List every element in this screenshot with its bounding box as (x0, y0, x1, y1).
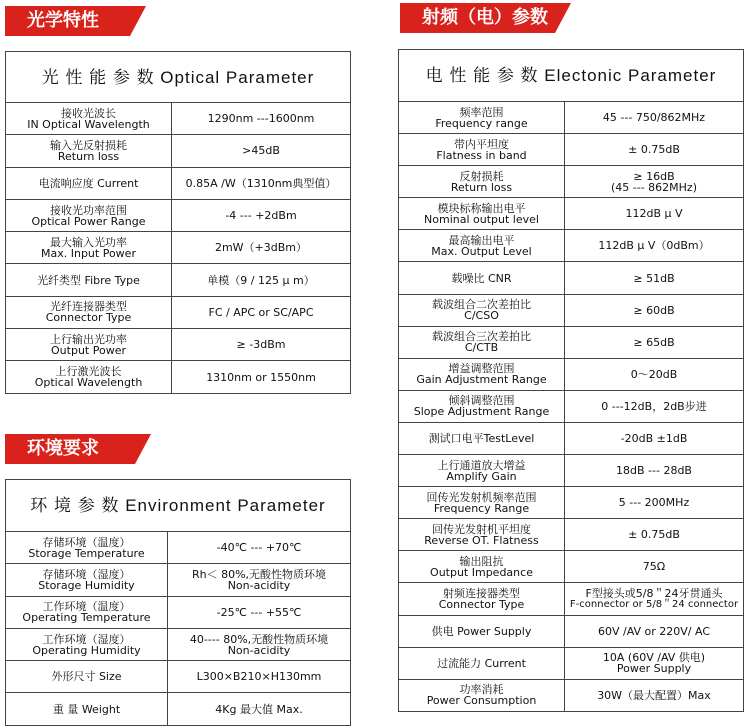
param-value (565, 679, 744, 711)
param-value-line2: Power Supply (616, 662, 692, 676)
param-label (6, 329, 172, 361)
param-label (6, 361, 172, 393)
optical-section-title: 光学特性 (5, 6, 130, 36)
param-label-line2: IN Optical Wavelength (27, 117, 150, 131)
param-value (565, 230, 744, 262)
param-label-line2: Return loss (450, 180, 513, 194)
table-row (6, 264, 351, 296)
param-value-line1: ≥ 51dB (633, 271, 675, 285)
param-label-line1: 上行输出光功率 (50, 332, 127, 346)
param-label-line1: 存储环境（温度） (42, 535, 131, 549)
table-header-row (399, 50, 744, 102)
param-value (168, 596, 351, 628)
param-value-line2: Non-acidity (227, 643, 291, 657)
rf-section-title: 射频（电）参数 (400, 3, 555, 33)
param-label-line2: Optical Wavelength (34, 376, 143, 390)
param-label-line1: 增益调整范围 (448, 362, 515, 376)
param-label-line1: 最大输入光功率 (50, 235, 127, 249)
param-value (168, 532, 351, 564)
table-row (399, 519, 744, 551)
param-label (399, 390, 565, 422)
param-label (6, 167, 172, 199)
param-label-line1: 过流能力 Current (437, 656, 526, 670)
param-label (399, 487, 565, 519)
param-label-line1: 工作环境（湿度） (42, 632, 131, 646)
table-row (399, 422, 744, 454)
param-label-line2: C/CTB (464, 341, 499, 355)
param-label-line2: Output Power (51, 343, 126, 357)
table-row (399, 679, 744, 711)
param-value-line1: ≥ 65dB (633, 335, 675, 349)
param-label-line2: Storage Humidity (38, 578, 135, 592)
param-label-line1: 最高输出电平 (448, 233, 515, 247)
param-value (565, 615, 744, 647)
param-value (172, 167, 351, 199)
table-row (399, 166, 744, 198)
param-label-line2: Frequency range (435, 116, 528, 130)
param-label-line1: 外形尺寸 Size (51, 670, 122, 684)
param-label-line2: Flatness in band (436, 148, 527, 162)
param-value-line1: 1290nm ---1600nm (207, 112, 315, 126)
param-label (6, 199, 172, 231)
param-label (399, 230, 565, 262)
param-label (6, 564, 168, 596)
param-value-line1: 5 --- 200MHz (618, 496, 690, 510)
table-header: 环 境 参 数 Environment Parameter (6, 480, 351, 532)
table-row (399, 487, 744, 519)
table-row (6, 167, 351, 199)
table-row (399, 615, 744, 647)
param-value (565, 551, 744, 583)
param-value-line1: 75Ω (642, 560, 666, 574)
param-value-line1: FC / APC or SC/APC (208, 305, 314, 319)
param-label-line1: 上行通道放大增益 (437, 458, 526, 472)
param-label-line1: 回传光发射机频率范围 (426, 490, 537, 504)
param-label (399, 679, 565, 711)
param-label-line1: 接收光波长 (61, 106, 116, 120)
param-label-line2: C/CSO (464, 309, 499, 323)
param-label-line1: 输入光反射损耗 (50, 138, 127, 152)
table-row (6, 564, 351, 596)
param-value (172, 296, 351, 328)
param-label (6, 661, 168, 693)
param-value-line1: -25℃ --- +55℃ (216, 605, 302, 619)
param-label (6, 628, 168, 660)
table-row (6, 199, 351, 231)
param-value-line1: ≥ -3dBm (236, 338, 286, 352)
param-value (565, 358, 744, 390)
param-label (6, 264, 172, 296)
param-label (399, 166, 565, 198)
param-value (565, 102, 744, 134)
table-row (6, 135, 351, 167)
param-value-line1: 单模（9 / 125 μ m） (207, 273, 315, 287)
environment-parameter-table (5, 479, 351, 726)
param-label (399, 583, 565, 615)
param-label-line1: 光纤类型 Fibre Type (37, 273, 140, 287)
param-label-line1: 重 量 Weight (52, 702, 121, 716)
param-value-line1: 45 --- 750/862MHz (602, 111, 706, 125)
table-row (399, 326, 744, 358)
param-label (6, 532, 168, 564)
param-value-line1: 0～20dB (630, 367, 678, 381)
param-label-line2: Reverse OT. Flatness (424, 533, 539, 547)
table-row (399, 647, 744, 679)
param-value (565, 390, 744, 422)
param-label (6, 693, 168, 725)
table-row (399, 262, 744, 294)
param-value-line1: ± 0.75dB (628, 528, 680, 542)
param-label-line2: Nominal output level (424, 212, 539, 226)
param-value-line1: 18dB --- 28dB (616, 464, 692, 478)
param-label-line1: 光纤连接器类型 (50, 300, 127, 314)
table-row (6, 693, 351, 725)
param-label-line1: 工作环境（温度） (42, 600, 131, 614)
param-value (172, 329, 351, 361)
param-label (6, 135, 172, 167)
param-value-line1: 2mW（+3dBm） (214, 241, 308, 255)
param-label-line1: 带内平坦度 (454, 137, 509, 151)
param-label-line1: 频率范围 (459, 105, 504, 119)
table-row (6, 329, 351, 361)
param-label-line2: Frequency Range (433, 501, 530, 515)
param-label-line2: Storage Temperature (28, 546, 145, 560)
table-row (6, 628, 351, 660)
param-label-line1: 接收光功率范围 (50, 203, 127, 217)
param-label (6, 296, 172, 328)
param-value (565, 583, 744, 615)
param-value (172, 361, 351, 393)
param-label (399, 551, 565, 583)
param-value (565, 647, 744, 679)
param-value (168, 661, 351, 693)
param-value-line1: 1310nm or 1550nm (206, 370, 316, 384)
param-label-line2: Gain Adjustment Range (416, 373, 547, 387)
table-row (6, 532, 351, 564)
param-label-line2: Connector Type (45, 311, 132, 325)
param-value-line1: ≥ 16dB (633, 169, 675, 183)
param-value-line1: 0.85A /W（1310nm典型值） (185, 176, 337, 190)
param-value (565, 519, 744, 551)
param-value-line2: F-connector or 5/8＂24 connector (569, 598, 739, 610)
param-value-line1: 30W（最大配置）Max (597, 688, 711, 702)
param-label (399, 102, 565, 134)
param-label-line2: Connector Type (438, 597, 525, 611)
param-value-line1: L300×B210×H130mm (196, 670, 322, 684)
param-value-line2: (45 --- 862MHz) (610, 180, 697, 194)
param-label (399, 262, 565, 294)
param-value (172, 264, 351, 296)
param-label (6, 596, 168, 628)
table-row (399, 583, 744, 615)
param-label-line1: 载波组合三次差拍比 (432, 330, 531, 344)
table-header: 光 性 能 参 数 Optical Parameter (6, 52, 351, 103)
param-value (168, 564, 351, 596)
table-row (6, 103, 351, 135)
param-label (399, 647, 565, 679)
environment-section-title: 环境要求 (5, 434, 135, 464)
param-label-line2: Operating Temperature (22, 611, 151, 625)
table-row (399, 102, 744, 134)
param-value-line2: Non-acidity (227, 578, 291, 592)
table-row (399, 230, 744, 262)
param-label (399, 134, 565, 166)
param-label (6, 103, 172, 135)
param-label (399, 519, 565, 551)
param-label-line2: Operating Humidity (32, 643, 141, 657)
param-label-line2: Max. Output Level (431, 244, 532, 258)
table-row (6, 596, 351, 628)
param-label-line1: 载波组合二次差拍比 (432, 298, 531, 312)
param-label-line1: 存储环境（湿度） (42, 567, 131, 581)
param-value-line1: ≥ 60dB (633, 303, 675, 317)
param-label-line1: 测试口电平TestLevel (428, 431, 535, 445)
param-value (565, 166, 744, 198)
table-header: 电 性 能 参 数 Electonic Parameter (399, 50, 744, 102)
table-row (399, 198, 744, 230)
param-value-line1: ± 0.75dB (628, 143, 680, 157)
param-value-line1: F型接头或5/8＂24牙贯通头 (585, 586, 723, 600)
optical-parameter-table (5, 51, 351, 394)
param-value (565, 326, 744, 358)
param-label-line1: 倾斜调整范围 (448, 394, 515, 408)
param-label-line1: 上行激光波长 (55, 365, 122, 379)
param-label-line1: 功率消耗 (459, 683, 504, 697)
param-value (172, 199, 351, 231)
param-label-line2: Power Consumption (426, 694, 537, 708)
param-label-line1: 输出阻抗 (459, 554, 504, 568)
param-value-line1: 60V /AV or 220V/ AC (597, 624, 711, 638)
param-label-line2: Slope Adjustment Range (413, 405, 550, 419)
param-value (172, 232, 351, 264)
param-value (172, 103, 351, 135)
param-label-line1: 模块标称输出电平 (437, 201, 526, 215)
table-row (399, 294, 744, 326)
table-row (399, 358, 744, 390)
table-header-row (6, 52, 351, 103)
table-row (6, 296, 351, 328)
param-value (565, 422, 744, 454)
param-label-line1: 回传光发射机平坦度 (432, 522, 531, 536)
param-value-line1: 10A (60V /AV 供电) (602, 651, 706, 665)
param-label-line2: Output Impedance (430, 565, 533, 579)
table-row (399, 390, 744, 422)
param-value (565, 198, 744, 230)
table-row (399, 455, 744, 487)
param-value-line1: 112dB μ V (625, 207, 683, 221)
param-value-line1: 0 ---12dB，2dB步进 (601, 399, 707, 413)
param-label (399, 455, 565, 487)
param-label-line2: Max. Input Power (41, 246, 136, 260)
param-value (565, 262, 744, 294)
param-value (565, 134, 744, 166)
param-label (399, 198, 565, 230)
param-label (399, 326, 565, 358)
param-value-line1: -40℃ --- +70℃ (216, 541, 302, 555)
param-value-line1: -4 --- +2dBm (225, 209, 297, 223)
param-value-line1: >45dB (242, 144, 280, 158)
param-value (168, 628, 351, 660)
param-label (399, 615, 565, 647)
param-value (565, 294, 744, 326)
table-row (399, 134, 744, 166)
param-label-line1: 反射损耗 (459, 169, 504, 183)
param-value (565, 455, 744, 487)
param-label (399, 422, 565, 454)
param-label-line1: 供电 Power Supply (431, 624, 532, 638)
param-label-line2: Optical Power Range (31, 214, 146, 228)
param-value-line1: Rh＜ 80%,无酸性物质环境 (191, 567, 327, 581)
rf-parameter-table (398, 49, 744, 712)
table-row (399, 551, 744, 583)
table-row (6, 361, 351, 393)
param-label-line1: 射频连接器类型 (443, 586, 520, 600)
param-value (172, 135, 351, 167)
param-label-line1: 载噪比 CNR (451, 271, 512, 285)
param-label (6, 232, 172, 264)
param-label (399, 358, 565, 390)
param-value-line1: 40---- 80%,无酸性物质环境 (189, 632, 329, 646)
param-value (565, 487, 744, 519)
param-label (399, 294, 565, 326)
param-value-line1: -20dB ±1dB (620, 431, 688, 445)
table-row (6, 232, 351, 264)
param-label-line2: Amplify Gain (446, 469, 517, 483)
param-label-line1: 电流响应度 Current (38, 176, 139, 190)
param-value-line1: 4Kg 最大值 Max. (215, 702, 303, 716)
param-label-line2: Return loss (57, 149, 120, 163)
param-value-line1: 112dB μ V（0dBm） (598, 239, 710, 253)
table-row (6, 661, 351, 693)
param-value (168, 693, 351, 725)
table-header-row (6, 480, 351, 532)
